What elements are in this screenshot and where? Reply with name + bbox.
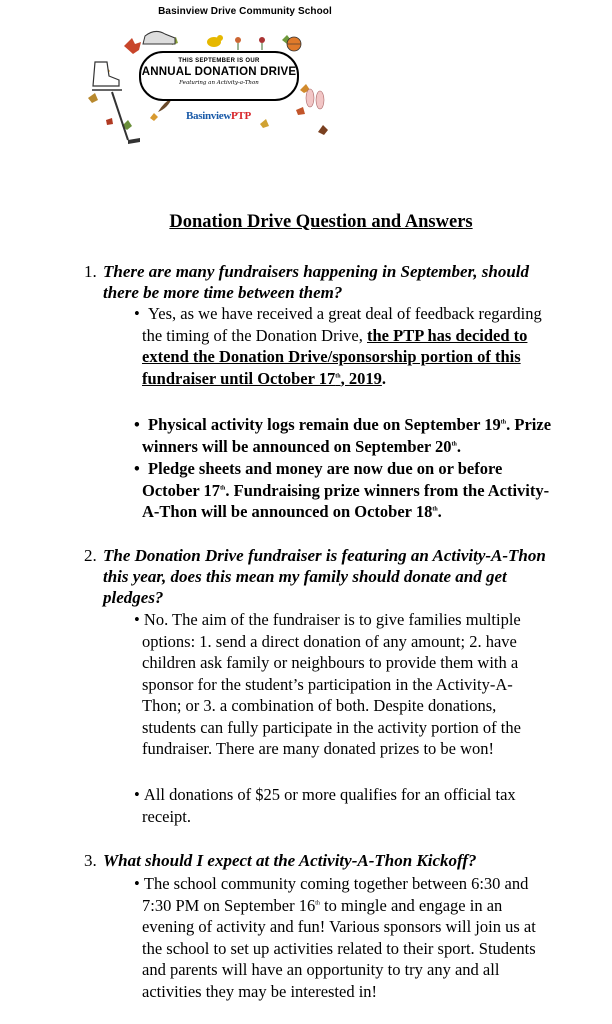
answer-text: Physical activity logs remain due on September 19 bbox=[148, 415, 501, 434]
answer-highlight: the PTP has decided to extend the Donation Drive/sponsorship portion of this fundraiser until October 17th, 2019 bbox=[142, 325, 528, 388]
shoe-icon bbox=[143, 31, 175, 44]
banner-title: ANNUAL DONATION DRIVE bbox=[141, 66, 297, 78]
answer-text: Yes, as we have received a great deal of feedback regarding the timing of the Donation Drive, bbox=[142, 304, 542, 345]
ptp-logo-part2: PTP bbox=[230, 110, 251, 122]
question-number: 3. bbox=[84, 851, 97, 870]
flower-icon bbox=[235, 37, 265, 50]
header-banner bbox=[0, 0, 612, 150]
question-text: The Donation Drive fundraiser is featuring an Activity-A-Thon this year, does this mean my family should donate and get pledges? bbox=[103, 546, 546, 607]
banner-small-text: THIS SEPTEMBER IS OUR bbox=[178, 58, 260, 64]
school-name: Basinview Drive Community School bbox=[158, 6, 332, 17]
page-title: Donation Drive Question and Answers bbox=[169, 212, 473, 232]
question-number: 2. bbox=[84, 546, 97, 565]
question-text: There are many fundraisers happening in September, should there be more time between them? bbox=[103, 262, 530, 302]
answer-text: The school community coming together between 6:30 and 7:30 PM on September 16 bbox=[142, 874, 529, 915]
ballet-shoes-icon bbox=[306, 89, 324, 109]
hockey-stick-icon bbox=[112, 92, 140, 144]
answer-text: Pledge sheets and money are now due on or before October 17 bbox=[142, 459, 503, 500]
question-number: 1. bbox=[84, 262, 97, 281]
banner-title-box bbox=[139, 51, 299, 101]
ptp-logo-part1: Basinview bbox=[186, 110, 231, 122]
banner-illustration bbox=[0, 0, 612, 150]
answer-text: All donations of $25 or more qualifies for an official tax receipt. bbox=[142, 785, 516, 826]
banner-subtitle: Featuring an Activity-a-Thon bbox=[179, 80, 259, 86]
ptp-logo bbox=[186, 110, 251, 134]
answer-text: No. The aim of the fundraiser is to give families multiple options: 1. send a direct donation of any amount; 2. have children ask family or neighbours to provide them with a sponsor for the student’s participation in the Activity-A-Thon; or 3. a combination of both. Despite donations, students can fully participate in the activity portion of the fundraiser. There are many donated prizes to be won! bbox=[142, 610, 521, 758]
skate-icon bbox=[92, 62, 122, 90]
basketball-icon bbox=[287, 37, 301, 51]
question-text: What should I expect at the Activity-A-Thon Kickoff? bbox=[103, 851, 477, 870]
bird-icon bbox=[207, 35, 223, 47]
